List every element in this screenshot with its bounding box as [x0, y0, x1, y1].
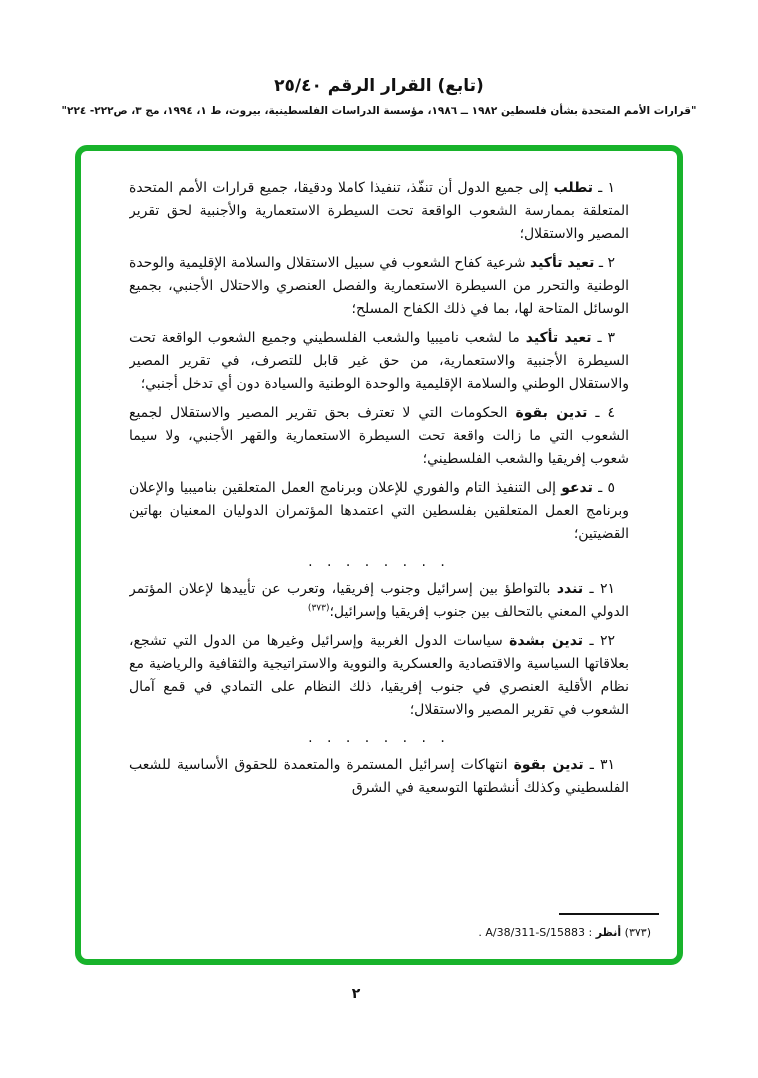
resolution-clause-٢٢	[129, 630, 629, 722]
clause-number: ٣ ـ	[591, 330, 615, 346]
clause-number: ٤ ـ	[587, 405, 615, 421]
clause-number: ٢١ ـ	[583, 581, 615, 597]
source-citation: "قرارات الأمم المتحدة بشأن فلسطين ١٩٨٢ ــ ١٩٨٦، مؤسسة الدراسات الفلسطينية، بيروت، ط ١، ١٩٩٤، مج ٣، ص٢٢٢- ٢٢٤"	[61, 105, 697, 117]
clause-number: ٥ ـ	[592, 480, 615, 496]
footnote-area	[129, 907, 661, 939]
clause-text: ما لشعب ناميبيا والشعب الفلسطيني وجميع الشعوب الواقعة تحت السيطرة الأجنبية والاستعمارية، من حق غير قابل للتصرف، في تقرير المصير والاستقلال الوطني والسلامة الإقليمية والوحدة الوطنية والسيادة دون أي تدخل أجنبي؛	[129, 330, 629, 392]
clause-text: إلى التنفيذ التام والفوري للإعلان وبرنامج العمل المتعلقين بناميبيا والإعلان وبرنامج العمل المتعلقين بفلسطين التي اعتمدها المؤتمران الدوليان المعنيان بهاتين القضيتين؛	[129, 480, 629, 542]
resolution-clause-٣	[129, 327, 629, 396]
clause-operative-word: تعيد تأكيد	[525, 330, 592, 346]
footnote-marker: (٣٧٣)	[624, 926, 651, 939]
footnote-separator: :	[588, 926, 593, 939]
page-number: ٢	[351, 986, 361, 1002]
clause-text: الحكومات التي لا تعترف بحق تقرير المصير والاستقلال لجميع الشعوب التي ما زالت واقعة تحت السيطرة الاستعمارية والقهر الأجنبي، ولا سيما شعوب إفريقيا والشعب الفلسطيني؛	[129, 405, 629, 467]
clause-number: ٣١ ـ	[583, 757, 615, 773]
clause-operative-word: تدين بقوة	[515, 405, 588, 421]
clause-operative-word: تندد	[556, 581, 584, 597]
section-ellipsis: . . . . . . . .	[308, 554, 450, 570]
resolution-clause-٥	[129, 477, 629, 546]
clause-text: انتهاكات إسرائيل المستمرة والمتعمدة للحقوق الأساسية للشعب الفلسطيني وكذلك أنشطتها التوسعية في الشرق	[129, 757, 629, 796]
clause-number: ٢٢ ـ	[583, 633, 615, 649]
footnote	[137, 926, 651, 939]
clause-operative-word: تدين بقوة	[513, 757, 584, 773]
clause-text: إلى جميع الدول أن تنفّذ، تنفيذا كاملا ودقيقا، جميع قرارات الأمم المتحدة المتعلقة بممارسة الشعوب الواقعة تحت السيطرة الاستعمارية والأجنبية لحق تقرير المصير والاستقلال؛	[129, 180, 629, 242]
resolution-clause-٢	[129, 252, 629, 321]
clause-number: ١ ـ	[593, 180, 615, 196]
footnote-divider	[559, 913, 659, 915]
resolution-clause-١	[129, 177, 629, 246]
clause-operative-word: تطلب	[553, 180, 594, 196]
clause-number: ٢ ـ	[594, 255, 615, 271]
resolution-clause-٢١	[129, 578, 629, 624]
section-ellipsis: . . . . . . . .	[308, 730, 450, 746]
clause-operative-word: تدين بشدة	[509, 633, 584, 649]
clause-operative-word: تعيد تأكيد	[530, 255, 595, 271]
resolution-clause-٣١	[129, 754, 629, 800]
resolution-clause-٤	[129, 402, 629, 471]
footnote-terminator: .	[478, 926, 482, 939]
clause-text: شرعية كفاح الشعوب في سبيل الاستقلال والسلامة الإقليمية والوحدة الوطنية والتحرر من السيطرة الاستعمارية والفصل العنصري والاحتلال الأجنبي، بجميع الوسائل المتاحة لها، بما في ذلك الكفاح المسلح؛	[129, 255, 629, 317]
footnote-label: أنظر	[595, 926, 622, 939]
page-title: (تابع) القرار الرقم ٢٥/٤٠	[274, 76, 484, 96]
clause-operative-word: تدعو	[561, 480, 593, 496]
footnote-reference: (٣٧٣)	[307, 603, 330, 614]
resolution-highlight-box	[75, 145, 683, 965]
clause-text: بالتواطؤ بين إسرائيل وجنوب إفريقيا، وتعرب عن تأييدها لإعلان المؤتمر الدولي المعني بالتحالف بين جنوب إفريقيا وإسرائيل؛	[129, 581, 629, 620]
footnote-document-symbol: A/38/311-S/15883	[485, 926, 585, 939]
clause-text: سياسات الدول الغربية وإسرائيل وغيرها من الدول التي تشجع، بعلاقاتها السياسية والاقتصادية والعسكرية والنووية والاستراتيجية والثقافية والرياضية مع نظام الأقلية العنصري في جنوب إفريقيا، ذلك النظام على التمادي في قمع آمال الشعوب في تقرير المصير والاستقلال؛	[129, 633, 629, 718]
resolution-body	[129, 177, 629, 806]
